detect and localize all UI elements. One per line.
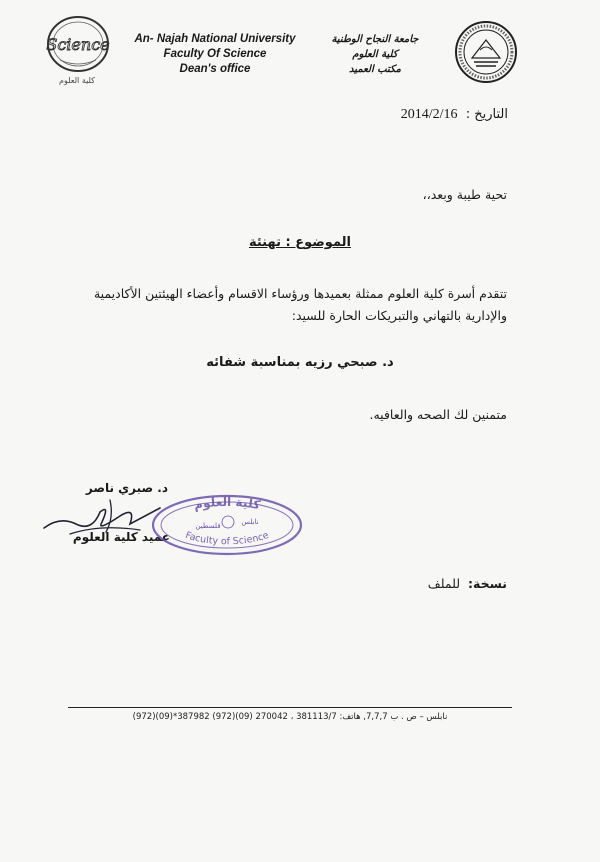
svg-text:فلسطين: فلسطين xyxy=(195,522,221,530)
science-logo-icon xyxy=(38,14,118,76)
university-name-ar: جامعة النجاح الوطنية xyxy=(331,34,419,45)
copy-value: للملف xyxy=(427,576,461,591)
signatory-name: د. صبري ناصر xyxy=(85,481,168,495)
faculty-name-ar: كلية العلوم xyxy=(352,49,398,60)
greeting: تحية طيبة وبعد،، xyxy=(422,187,507,202)
office-name-en: Dean's office xyxy=(179,63,251,75)
svg-text:كلية العلوم: كلية العلوم xyxy=(192,494,262,513)
svg-text:نابلس: نابلس xyxy=(241,518,259,526)
faculty-name-en: Faculty Of Science xyxy=(163,48,267,60)
body-paragraph: تتقدم أسرة كلية العلوم ممثلة بعميدها ورؤساء الاقسام وأعضاء الهيئتين الأكاديمية والإدارية بالتهاني والتبريكات الحارة للسيد: xyxy=(93,286,507,323)
copy-label: نسخة: xyxy=(467,576,507,591)
subject-line: الموضوع : تهنئة xyxy=(248,235,351,250)
honoree-line: د. صبحي رزيه بمناسبة شفائه xyxy=(206,355,394,370)
date-label: التاريخ : xyxy=(465,107,508,122)
wishes-line: متمنين لك الصحه والعافيه. xyxy=(369,407,507,422)
svg-text:Faculty of Science: Faculty of Science xyxy=(183,529,271,548)
header-english xyxy=(130,32,300,77)
logo-caption: كلية العلوم xyxy=(59,76,95,85)
footer-divider xyxy=(68,707,512,708)
date-line xyxy=(401,107,508,123)
header-arabic xyxy=(320,32,430,77)
copy-line xyxy=(428,576,507,591)
date-value: 2014/2/16 xyxy=(400,107,458,122)
office-name-ar: مكتب العميد xyxy=(349,64,401,75)
signatory-title: عميد كلية العلوم xyxy=(72,530,170,544)
faculty-stamp-icon xyxy=(150,494,305,556)
university-seal-icon xyxy=(454,20,518,84)
university-name-en: An- Najah National University xyxy=(134,33,296,45)
footer-contact: نابلس – ص . ب 7,7,7, هاتف: 381113/7 ، 270042 (09)(972) 387982*(09)(972) xyxy=(132,712,448,722)
svg-text:Science: Science xyxy=(46,35,110,54)
